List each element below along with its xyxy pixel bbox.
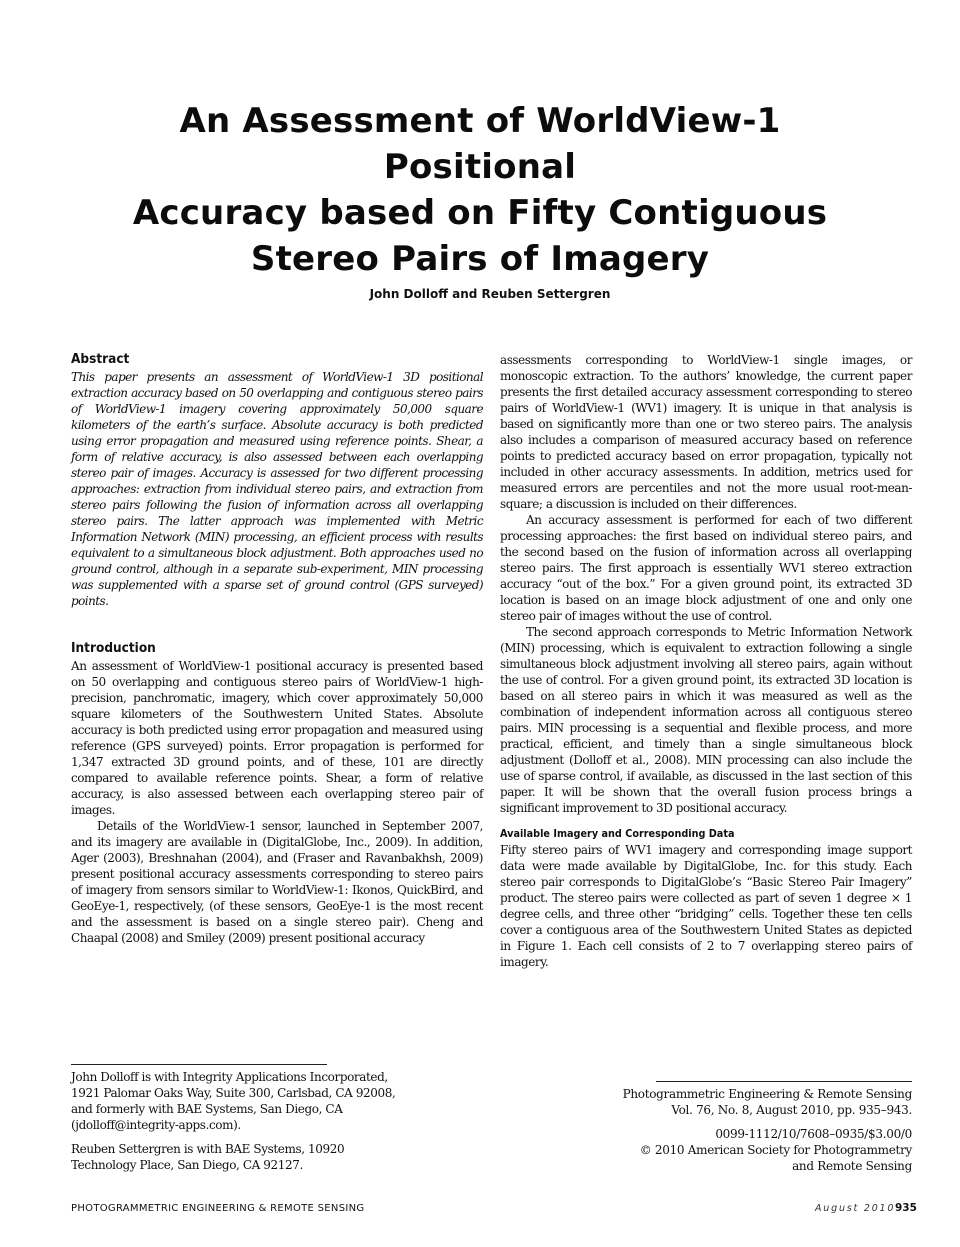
author-line: John Dolloff and Reuben Settergren [369, 287, 611, 301]
footer-issue-date: August 2010 [815, 1203, 896, 1214]
title-line: Accuracy based on Fifty Contiguous [132, 193, 828, 233]
abstract-heading: Abstract [71, 351, 130, 367]
title-line: Stereo Pairs of Imagery [250, 239, 710, 279]
author-affiliation-1 [71, 1069, 491, 1133]
body-paragraph: The second approach corresponds to Metric Information Network (MIN) processing, which is equivalent to extraction following a single simultaneous block adjustment involving all stereo pairs, again without the use of control. For a given ground point, its extracted 3D location is based on all stereo pairs in which it was measured as well as the combination of independent information across all contiguous stereo pairs. MIN processing is a sequential and flexible process, and more practical, efficient, and timely than a single simultaneous block adjustment (Dolloff et al., 2008). MIN processing can also include the use of sparse control, if available, as discussed in the last section of this paper. It will be shown that the overall fusion process brings a significant improvement to 3D positional accuracy. [500, 625, 912, 815]
intro-paragraph: An assessment of WorldView-1 positional accuracy is presented based on 50 overlapping and contiguous stereo pairs of WorldView-1 high-precision, panchromatic, imagery, which cover approximately 50,000 square kilometers of the Southwestern United States. Absolute accuracy is both predicted using error propagation and measured using reference (GPS surveyed) points. Error propagation is performed for 1,347 extracted 3D ground points, and of these, 101 are directly compared to available reference points. Shear, a form of relative accuracy, is also assessed between each overlapping stereo pair of images. [71, 659, 483, 817]
footer-journal-name: PHOTOGRAMMETRIC ENGINEERING & REMOTE SENSING [71, 1203, 365, 1214]
affiliation-line: (jdolloff@integrity-apps.com). [71, 1118, 241, 1132]
imagery-subsection-text: Fifty stereo pairs of WV1 imagery and corresponding image support data were made available by DigitalGlobe, Inc. for this study. Each stereo pair corresponds to DigitalGlobe’s “Basic Stereo Pair Imagery” product. The stereo pairs were collected as part of seven 1 degree × 1 degree cells, and three other “bridging” cells. Together these ten cells cover a contiguous area of the Southwestern United States as depicted in Figure 1. Each cell consists of 2 to 7 overlapping stereo pairs of imagery. [500, 843, 912, 969]
author-affiliation-2 [71, 1141, 491, 1173]
copyright-notice [532, 1126, 912, 1174]
citation-line: Vol. 76, No. 8, August 2010, pp. 935–943. [671, 1103, 912, 1117]
copyright-line: © 2010 American Society for Photogrammetry [639, 1143, 912, 1157]
body-paragraph: assessments corresponding to WorldView-1 single images, or monoscopic extraction. To the authors’ knowledge, the current paper presents the first detailed accuracy assessment corresponding to stereo pairs of WorldView-1 (WV1) imagery. It is unique in that analysis is based on significantly more than one or two stereo pairs. The analysis also includes a comparison of measured accuracy based on reference points to predicted accuracy based on error propagation, typically not included in other accuracy assessments. In addition, metrics used for measured errors are percentiles and not the more usual root-mean-square; a discussion is included on their differences. [500, 353, 912, 511]
page-number: 935 [895, 1202, 917, 1214]
affiliation-line: 1921 Palomar Oaks Way, Suite 300, Carlsbad, CA 92008, [71, 1086, 396, 1100]
publication-info-divider [656, 1081, 912, 1082]
affiliation-line: John Dolloff is with Integrity Applications Incorporated, [71, 1070, 388, 1084]
introduction-heading: Introduction [71, 640, 156, 656]
left-column [71, 350, 483, 946]
affiliation-line: and formerly with BAE Systems, San Diego, CA [71, 1102, 343, 1116]
footnote-divider [71, 1064, 327, 1065]
copyright-line: 0099-1112/10/7608–0935/$3.00/0 [715, 1127, 912, 1141]
paper-title [80, 98, 880, 282]
intro-paragraph: Details of the WorldView-1 sensor, launched in September 2007, and its imagery are available in (DigitalGlobe, Inc., 2009). In addition, Ager (2003), Breshnahan (2004), and (Fraser and Ravanbakhsh, 2009) present positional accuracy assessments corresponding to stereo pairs of imagery from sensors similar to WorldView-1: Ikonos, QuickBird, and GeoEye-1, respectively, (of these sensors, GeoEye-1 is the most recent and the assessment is based on a single stereo pair). Cheng and Chaapal (2008) and Smiley (2009) present positional accuracy [71, 819, 483, 945]
right-column [500, 352, 912, 970]
affiliation-line: Reuben Settergren is with BAE Systems, 10920 [71, 1142, 345, 1156]
body-paragraph: An accuracy assessment is performed for each of two different processing approaches: the first based on individual stereo pairs, and the second based on the fusion of information across all overlapping stereo pairs. The first approach is essentially WV1 stereo extraction accuracy “out of the box.” For a given ground point, its extracted 3D location is based on an image block adjustment of one and only one stereo pair of images without the use of control. [500, 513, 912, 623]
journal-citation [532, 1086, 912, 1118]
title-line: An Assessment of WorldView-1 Positional [179, 101, 781, 187]
copyright-line: and Remote Sensing [792, 1159, 912, 1173]
abstract-text: This paper presents an assessment of WorldView-1 3D positional extraction accuracy based on 50 overlapping and contiguous stereo pairs of WorldView-1 imagery covering approximately 50,000 square kilometers of the earth’s surface. Absolute accuracy is both predicted using error propagation and measured using reference points. Shear, a form of relative accuracy, is also assessed between each overlapping stereo pair of images. Accuracy is assessed for two different processing approaches: extraction from individual stereo pairs, and extraction from stereo pairs following the fusion of information across all overlapping stereo pairs. The latter approach was implemented with Metric Information Network (MIN) processing, an efficient process with results equivalent to a simultaneous block adjustment. Both approaches used no ground control, although in a separate sub-experiment, MIN processing was supplemented with a sparse set of ground control (GPS surveyed) points. [71, 370, 483, 608]
citation-line: Photogrammetric Engineering & Remote Sensing [622, 1087, 912, 1101]
imagery-subsection-heading: Available Imagery and Corresponding Data [500, 827, 735, 840]
affiliation-line: Technology Place, San Diego, CA 92127. [71, 1158, 303, 1172]
